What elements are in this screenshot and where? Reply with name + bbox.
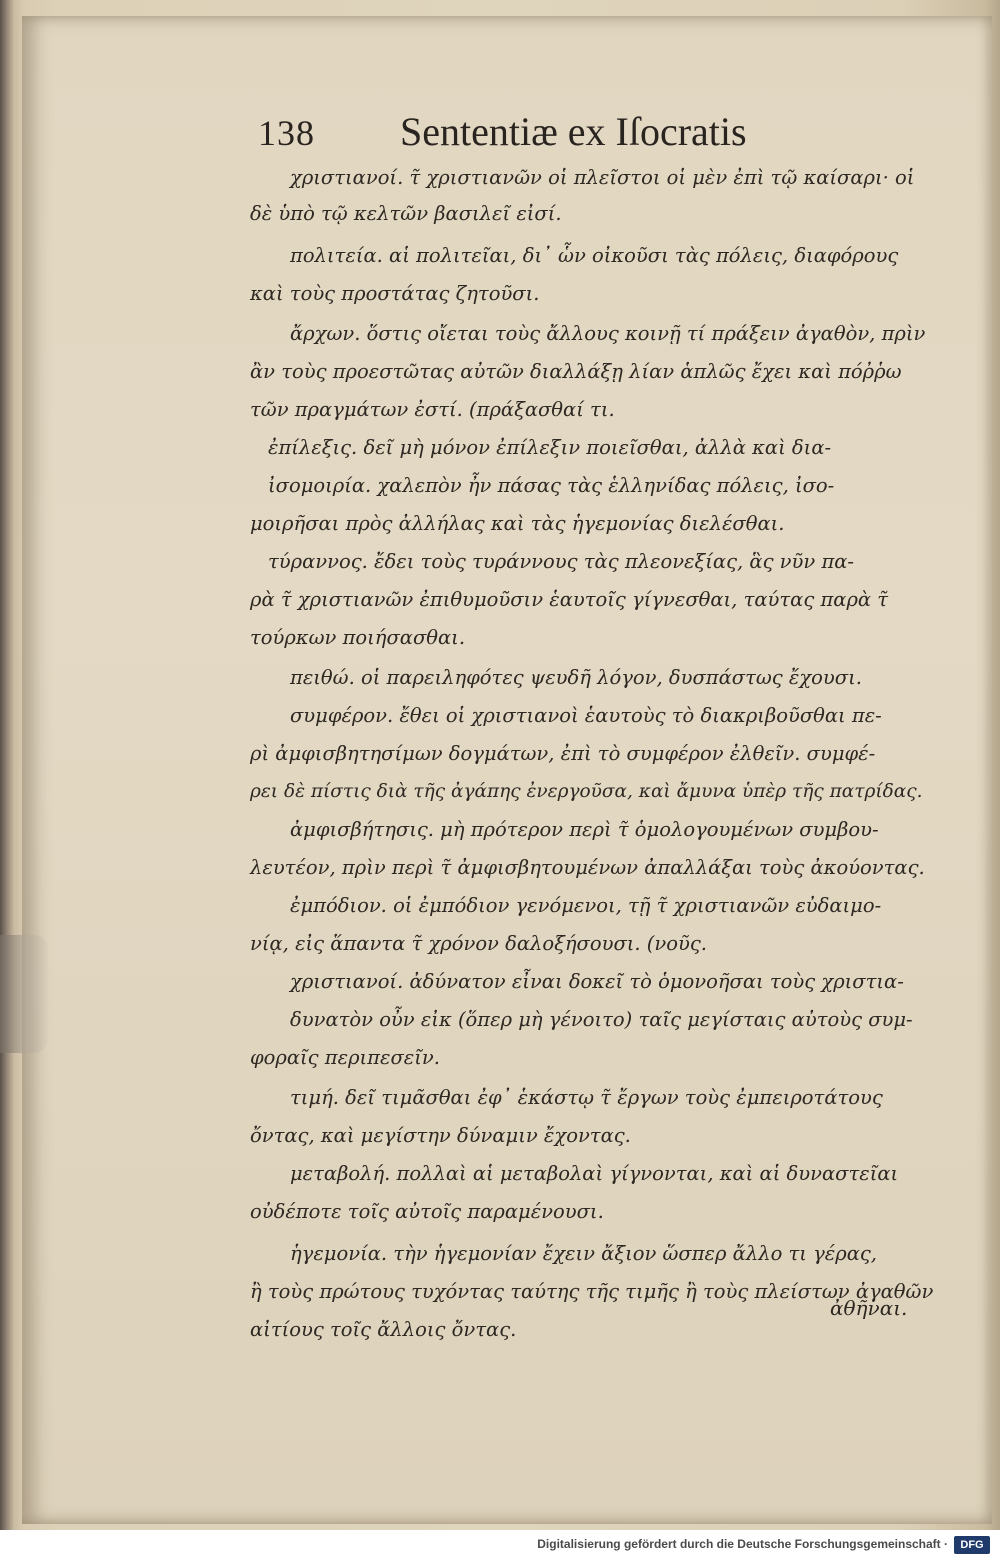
text-line: ἄρχων. ὅστις οἴεται τοὺς ἄλλους κοινῇ τί πράξειν ἀγαθὸν, πρὶν [290,322,926,345]
text-line: δὲ ὑπὸ τῷ κελτῶν βασιλεῖ εἰσί. [250,202,562,225]
text-line: ἀμφισβήτησις. μὴ πρότερον περὶ τ̃ ὁμολογουμένων συμβου- [290,818,879,841]
text-line: ρει δὲ πίστις διὰ τῆς ἀγάπης ἐνεργοῦσα, καὶ ἄμυνα ὑπὲρ τῆς πατρίδας. [250,781,923,802]
text-line: τύραννος. ἔδει τοὺς τυράννους τὰς πλεονεξίας, ἃς νῦν πα- [268,550,855,573]
text-line: πειθώ. οἱ παρειληφότες ψευδῆ λόγον, δυσπάστως ἔχουσι. [290,666,862,689]
text-line: ἐμπόδιον. οἱ ἐμπόδιον γενόμενοι, τῇ τ̃ χριστιανῶν εὐδαιμο- [290,894,882,917]
page-clip-shadow [0,935,48,1053]
text-line: ἰσομοιρία. χαλεπὸν ἦν πάσας τὰς ἑλληνίδας πόλεις, ἰσο- [268,474,835,497]
page-number: 138 [258,113,315,153]
text-line: φοραῖς περιπεσεῖν. [250,1046,440,1069]
text-line: ἡγεμονία. τὴν ἡγεμονίαν ἔχειν ἄξιον ὥσπερ ἄλλο τι γέρας, [290,1242,878,1265]
text-line: νίᾳ, εἰς ἅπαντα τ̃ χρόνον δαλοξήσουσι. (νοῦς. [250,932,707,955]
text-line: ρὶ ἀμφισβητησίμων δογμάτων, ἐπὶ τὸ συμφέρον ἐλθεῖν. συμφέ- [250,742,876,765]
catchword: ἀθῆναι. [830,1296,908,1320]
text-line: τιμή. δεῖ τιμᾶσθαι ἐφ᾽ ἑκάστῳ τ̃ ἔργων τοὺς ἐμπειροτάτους [290,1086,883,1109]
text-line: χριστιανοί. ἀδύνατον εἶναι δοκεῖ τὸ ὁμονοῆσαι τοὺς χριστια- [290,970,904,993]
text-line: συμφέρον. ἔθει οἱ χριστιανοὶ ἑαυτοὺς τὸ διακριβοῦσθαι πε- [290,704,882,727]
text-line: καὶ τοὺς προστάτας ζητοῦσι. [250,282,540,305]
text-line: πολιτεία. αἱ πολιτεῖαι, δι᾽ ὧν οἰκοῦσι τὰς πόλεις, διαφόρους [290,244,899,267]
text-line: οὐδέποτε τοῖς αὐτοῖς παραμένουσι. [250,1200,604,1223]
digitization-footer [0,1530,1000,1560]
text-line: ὄντας, καὶ μεγίστην δύναμιν ἔχοντας. [250,1124,631,1147]
text-line: ἐπίλεξις. δεῖ μὴ μόνον ἐπίλεξιν ποιεῖσθαι, ἀλλὰ καὶ δια- [268,436,832,459]
text-line: τῶν πραγμάτων ἐστί. (πράξασθαί τι. [250,398,615,421]
text-line: τούρκων ποιήσασθαι. [250,626,466,649]
text-line: λευτέον, πρὶν περὶ τ̃ ἀμφισβητουμένων ἀπαλλάξαι τοὺς ἀκούοντας. [250,856,925,879]
text-line: χριστιανοί. τ̃ χριστιανῶν οἱ πλεῖστοι οἱ μὲν ἐπὶ τῷ καίσαρι· οἱ [290,166,915,189]
footer-credit: Digitalisierung gefördert durch die Deutsche Forschungsgemeinschaft · [537,1537,948,1551]
text-line: αἰτίους τοῖς ἄλλοις ὄντας. [250,1318,517,1341]
page-header [258,108,798,160]
text-line: ἂν τοὺς προεστῶτας αὐτῶν διαλλάξῃ λίαν ἁπλῶς ἔχει καὶ πόῤῥω [250,360,902,383]
text-line: μοιρῆσαι πρὸς ἀλλήλας καὶ τὰς ἡγεμονίας διελέσθαι. [250,512,785,535]
running-title: Sententiæ ex Iſocratis [400,109,747,154]
text-line: ἢ τοὺς πρώτους τυχόντας ταύτης τῆς τιμῆς ἢ τοὺς πλείστων ἀγαθῶν [250,1280,934,1303]
text-line: μεταβολή. πολλαὶ αἱ μεταβολαὶ γίγνονται, καὶ αἱ δυναστεῖαι [290,1162,899,1185]
text-line: δυνατὸν οὖν εἰκ (ὅπερ μὴ γένοιτο) ταῖς μεγίσταις αὐτοὺς συμ- [290,1008,913,1031]
dfg-logo: DFG [954,1536,990,1554]
text-line: ρὰ τ̃ χριστιανῶν ἐπιθυμοῦσιν ἑαυτοῖς γίγνεσθαι, ταύτας παρὰ τ̃ [250,588,889,611]
